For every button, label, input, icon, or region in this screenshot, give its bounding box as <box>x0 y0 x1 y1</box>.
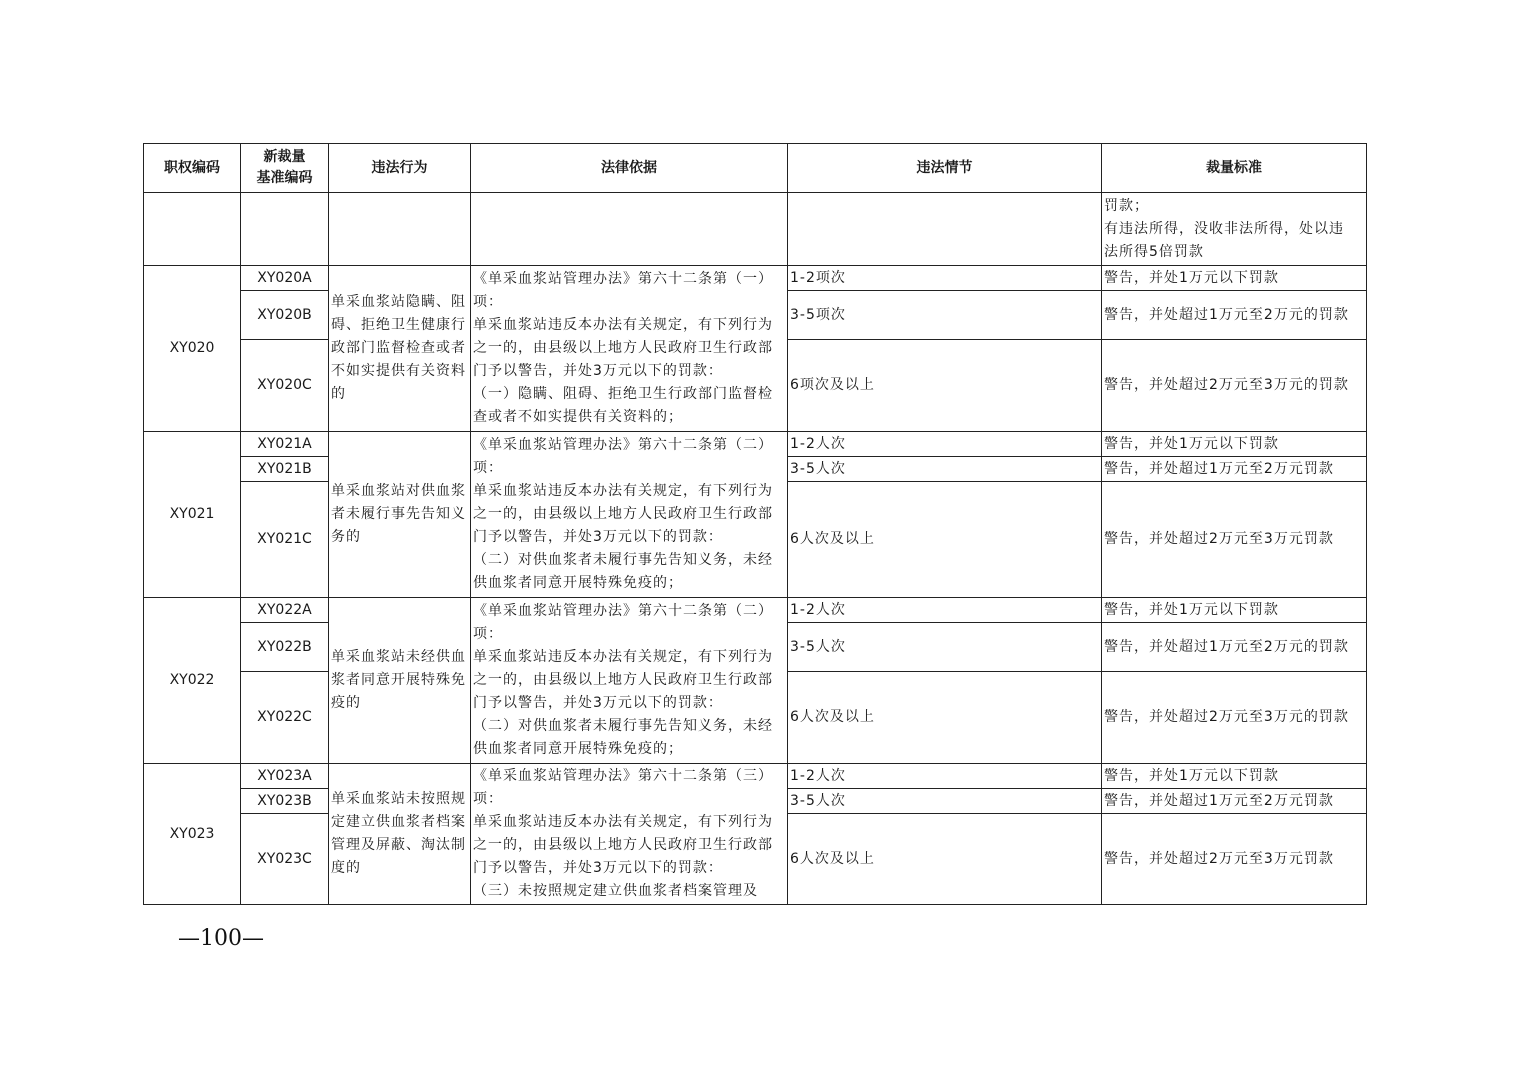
standard-code: XY020B <box>241 291 329 340</box>
table-row <box>144 598 1367 623</box>
empty-cell <box>144 193 241 266</box>
circumstance-cell: 3-5人次 <box>788 789 1102 814</box>
standard-code: XY023C <box>241 814 329 905</box>
circumstance-cell: 6人次及以上 <box>788 482 1102 598</box>
circumstance-cell: 3-5人次 <box>788 457 1102 482</box>
table-row <box>144 432 1367 457</box>
standard-code: XY023B <box>241 789 329 814</box>
standard-code: XY022C <box>241 672 329 764</box>
standard-code: XY020A <box>241 266 329 291</box>
empty-cell <box>471 193 788 266</box>
header-authority-code: 职权编码 <box>144 144 241 193</box>
header-violation: 违法行为 <box>329 144 471 193</box>
circumstance-cell: 6项次及以上 <box>788 340 1102 432</box>
circumstance-cell: 1-2人次 <box>788 598 1102 623</box>
violation-cell: 单采血浆站对供血浆者未履行事先告知义务的 <box>329 432 471 598</box>
legal-basis-cell: 《单采血浆站管理办法》第六十二条第（一）项： 单采血浆站违反本办法有关规定，有下列行为之一的，由县级以上地方人民政府卫生行政部门予以警告，并处3万元以下的罚款： （一）隐瞒、阻碍、拒绝卫生行政部门监督检查或者不如实提供有关资料的； <box>471 266 788 432</box>
authority-code: XY021 <box>144 432 241 598</box>
standard-cell: 警告，并处超过1万元至2万元的罚款 <box>1102 623 1367 672</box>
header-new-standard-code: 新裁量 基准编码 <box>241 144 329 193</box>
standard-code: XY021C <box>241 482 329 598</box>
page-number: —100— <box>178 926 264 951</box>
standard-cell: 警告，并处超过2万元至3万元的罚款 <box>1102 340 1367 432</box>
circumstance-cell: 1-2人次 <box>788 432 1102 457</box>
standard-cell: 警告，并处超过1万元至2万元罚款 <box>1102 457 1367 482</box>
legal-basis-cell: 《单采血浆站管理办法》第六十二条第（三）项： 单采血浆站违反本办法有关规定，有下列行为之一的，由县级以上地方人民政府卫生行政部门予以警告，并处3万元以下的罚款： （三）未按照规定建立供血浆者档案管理及 <box>471 764 788 905</box>
standard-cell: 警告，并处超过1万元至2万元的罚款 <box>1102 291 1367 340</box>
authority-code: XY022 <box>144 598 241 764</box>
standard-code: XY022B <box>241 623 329 672</box>
empty-cell <box>241 193 329 266</box>
authority-code: XY023 <box>144 764 241 905</box>
violation-cell: 单采血浆站未经供血浆者同意开展特殊免疫的 <box>329 598 471 764</box>
standard-cell: 罚款； 有违法所得，没收非法所得，处以违 法所得5倍罚款 <box>1102 193 1367 266</box>
header-legal-basis: 法律依据 <box>471 144 788 193</box>
standard-cell: 警告，并处1万元以下罚款 <box>1102 432 1367 457</box>
standard-cell: 警告，并处超过2万元至3万元罚款 <box>1102 814 1367 905</box>
circumstance-cell: 3-5人次 <box>788 623 1102 672</box>
circumstance-cell: 6人次及以上 <box>788 814 1102 905</box>
header-circumstance: 违法情节 <box>788 144 1102 193</box>
standard-code: XY023A <box>241 764 329 789</box>
empty-cell <box>329 193 471 266</box>
standard-code: XY020C <box>241 340 329 432</box>
standard-code: XY021A <box>241 432 329 457</box>
circumstance-cell: 1-2项次 <box>788 266 1102 291</box>
table-row <box>144 266 1367 291</box>
standard-cell: 警告，并处1万元以下罚款 <box>1102 266 1367 291</box>
standard-code: XY022A <box>241 598 329 623</box>
standard-cell: 警告，并处1万元以下罚款 <box>1102 598 1367 623</box>
authority-code: XY020 <box>144 266 241 432</box>
empty-cell <box>788 193 1102 266</box>
circumstance-cell: 3-5项次 <box>788 291 1102 340</box>
table-row <box>144 764 1367 789</box>
violation-cell: 单采血浆站隐瞒、阻碍、拒绝卫生健康行政部门监督检查或者不如实提供有关资料的 <box>329 266 471 432</box>
violation-cell: 单采血浆站未按照规定建立供血浆者档案管理及屏蔽、淘汰制度的 <box>329 764 471 905</box>
circumstance-cell: 6人次及以上 <box>788 672 1102 764</box>
standard-cell: 警告，并处超过1万元至2万元罚款 <box>1102 789 1367 814</box>
standard-cell: 警告，并处1万元以下罚款 <box>1102 764 1367 789</box>
legal-basis-cell: 《单采血浆站管理办法》第六十二条第（二）项： 单采血浆站违反本办法有关规定，有下列行为之一的，由县级以上地方人民政府卫生行政部门予以警告，并处3万元以下的罚款： （二）对供血浆者未履行事先告知义务，未经供血浆者同意开展特殊免疫的； <box>471 432 788 598</box>
standard-cell: 警告，并处超过2万元至3万元的罚款 <box>1102 672 1367 764</box>
header-row <box>144 144 1367 193</box>
continuation-row <box>144 193 1367 266</box>
standard-cell: 警告，并处超过2万元至3万元罚款 <box>1102 482 1367 598</box>
discretion-standard-table <box>143 143 1367 905</box>
legal-basis-cell: 《单采血浆站管理办法》第六十二条第（二）项： 单采血浆站违反本办法有关规定，有下列行为之一的，由县级以上地方人民政府卫生行政部门予以警告，并处3万元以下的罚款： （二）对供血浆者未履行事先告知义务，未经供血浆者同意开展特殊免疫的； <box>471 598 788 764</box>
standard-code: XY021B <box>241 457 329 482</box>
circumstance-cell: 1-2人次 <box>788 764 1102 789</box>
header-standard: 裁量标准 <box>1102 144 1367 193</box>
